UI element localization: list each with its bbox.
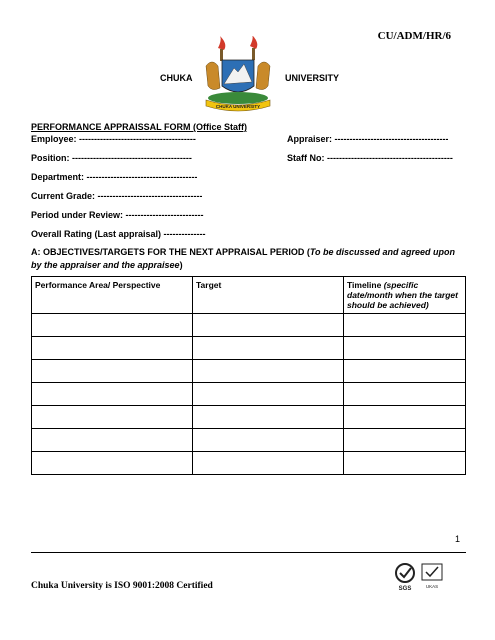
timeline-cell[interactable] [344,314,466,337]
target-cell[interactable] [193,337,344,360]
table-row [32,383,466,406]
table-row [32,314,466,337]
sgs-certification-icon [392,562,418,592]
column-header-performance-area: Performance Area/ Perspective [32,277,193,314]
timeline-label: Timeline [347,280,384,290]
performance-area-cell[interactable] [32,314,193,337]
table-row [32,360,466,383]
ukas-certification-icon [420,562,444,592]
period-under-review-field[interactable]: Period under Review: -------------------------- [31,210,204,220]
table-row [32,337,466,360]
target-cell[interactable] [193,406,344,429]
section-a-heading [31,246,461,272]
performance-area-cell[interactable] [32,429,193,452]
crest-motto: CHUKA UNIVERSITY [215,104,261,109]
section-a-heading-text: A: OBJECTIVES/TARGETS FOR THE NEXT APPRAISAL PERIOD ( [31,247,310,257]
timeline-cell[interactable] [344,360,466,383]
document-reference: CU/ADM/HR/6 [377,30,451,42]
table-header-row [32,277,466,314]
overall-rating-field[interactable]: Overall Rating (Last appraisal) -------------- [31,229,206,239]
target-cell[interactable] [193,314,344,337]
current-grade-field[interactable]: Current Grade: ----------------------------------- [31,191,203,201]
page-number: 1 [454,534,460,544]
performance-area-cell[interactable] [32,452,193,475]
timeline-cell[interactable] [344,383,466,406]
performance-area-cell[interactable] [32,360,193,383]
table-row [32,429,466,452]
table-row [32,406,466,429]
performance-area-cell[interactable] [32,383,193,406]
column-header-timeline [344,277,466,314]
performance-area-cell[interactable] [32,406,193,429]
target-cell[interactable] [193,452,344,475]
position-field[interactable]: Position: ---------------------------------------- [31,153,192,163]
table-row [32,452,466,475]
column-header-target: Target [193,277,344,314]
staff-no-field[interactable]: Staff No: ------------------------------------------ [287,153,453,163]
performance-area-cell[interactable] [32,337,193,360]
sgs-label: SGS [398,586,412,592]
target-cell[interactable] [193,360,344,383]
section-a-heading-close: ) [179,260,183,270]
department-field[interactable]: Department: ------------------------------------- [31,172,198,182]
target-cell[interactable] [193,429,344,452]
university-crest-icon [198,36,278,116]
timeline-cell[interactable] [344,337,466,360]
university-name-right: UNIVERSITY [285,73,340,83]
timeline-cell[interactable] [344,429,466,452]
section-a-heading-note: To be discussed and agreed upon by the appraiser and the appraisee [31,247,456,270]
certification-statement: Chuka University is ISO 9001:2008 Certified [31,581,213,591]
university-name-left: CHUKA [160,73,193,83]
employee-field[interactable]: Employee: --------------------------------------- [31,134,196,144]
target-cell[interactable] [193,383,344,406]
targets-table [31,276,466,475]
timeline-cell[interactable] [344,452,466,475]
form-title: PERFORMANCE APPRAISSAL FORM (Office Staff) [31,122,248,132]
appraiser-field[interactable]: Appraiser: -------------------------------------- [287,134,449,144]
footer-divider [31,552,466,553]
timeline-note: (specific date/month when the target should be achieved) [347,280,458,310]
timeline-cell[interactable] [344,406,466,429]
ukas-label: UKAS [425,584,439,589]
